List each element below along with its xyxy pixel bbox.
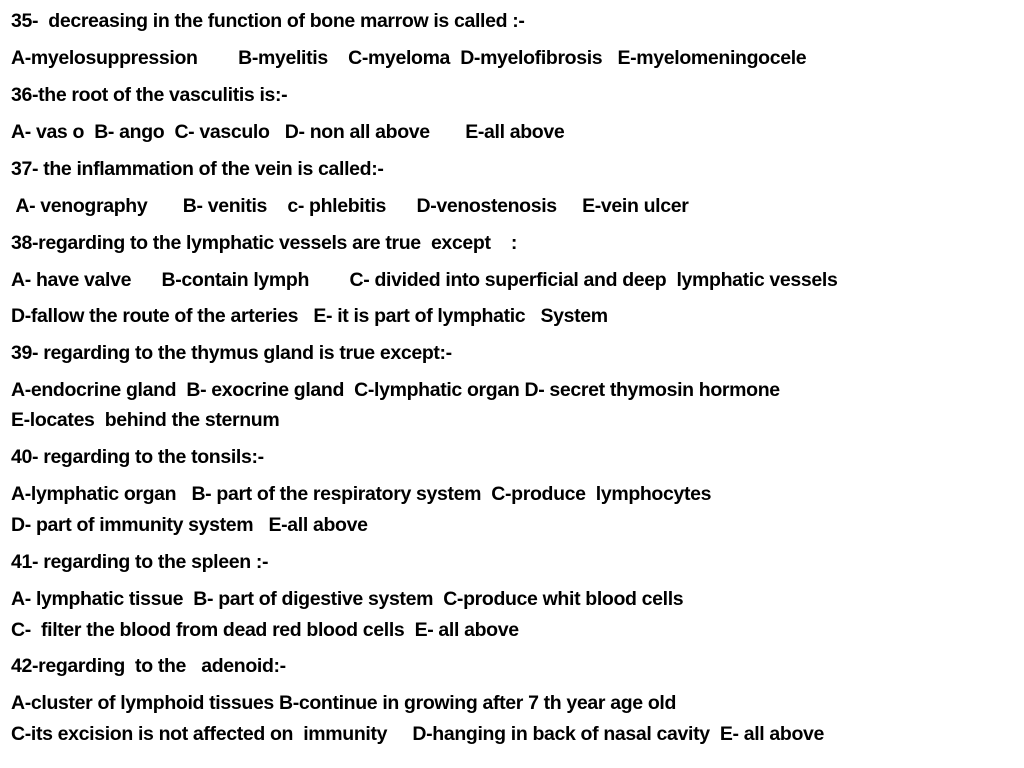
- answers-41-line-2: C- filter the blood from dead red blood cells E- all above: [11, 619, 519, 641]
- answers-36: A- vas o B- ango C- vasculo D- non all above E-all above: [11, 121, 565, 143]
- answers-39-line-1: A-endocrine gland B- exocrine gland C-lymphatic organ D- secret thymosin hormone: [11, 379, 780, 401]
- question-42: 42-regarding to the adenoid:-: [11, 655, 286, 677]
- question-36: 36-the root of the vasculitis is:-: [11, 84, 288, 106]
- answers-37: A- venography B- venitis c- phlebitis D-venostenosis E-vein ulcer: [11, 195, 689, 217]
- answers-39-line-2: E-locates behind the sternum: [11, 409, 280, 431]
- question-37: 37- the inflammation of the vein is called:-: [11, 158, 384, 180]
- answers-40-line-2: D- part of immunity system E-all above: [11, 514, 368, 536]
- question-35: 35- decreasing in the function of bone marrow is called :-: [11, 10, 525, 32]
- question-39: 39- regarding to the thymus gland is true except:-: [11, 342, 452, 364]
- answers-41-line-1: A- lymphatic tissue B- part of digestive system C-produce whit blood cells: [11, 588, 684, 610]
- answers-40-line-1: A-lymphatic organ B- part of the respiratory system C-produce lymphocytes: [11, 483, 712, 505]
- question-41: 41- regarding to the spleen :-: [11, 551, 269, 573]
- answers-42-line-1: A-cluster of lymphoid tissues B-continue in growing after 7 th year age old: [11, 692, 677, 714]
- answers-42-line-2: C-its excision is not affected on immunity D-hanging in back of nasal cavity E- all above: [11, 723, 825, 745]
- answers-35: A-myelosuppression B-myelitis C-myeloma D-myelofibrosis E-myelomeningocele: [11, 47, 807, 69]
- question-40: 40- regarding to the tonsils:-: [11, 446, 264, 468]
- answers-38-line-2: D-fallow the route of the arteries E- it is part of lymphatic System: [11, 305, 608, 327]
- question-38: 38-regarding to the lymphatic vessels are true except :: [11, 232, 518, 254]
- answers-38-line-1: A- have valve B-contain lymph C- divided into superficial and deep lymphatic vessels: [11, 269, 838, 291]
